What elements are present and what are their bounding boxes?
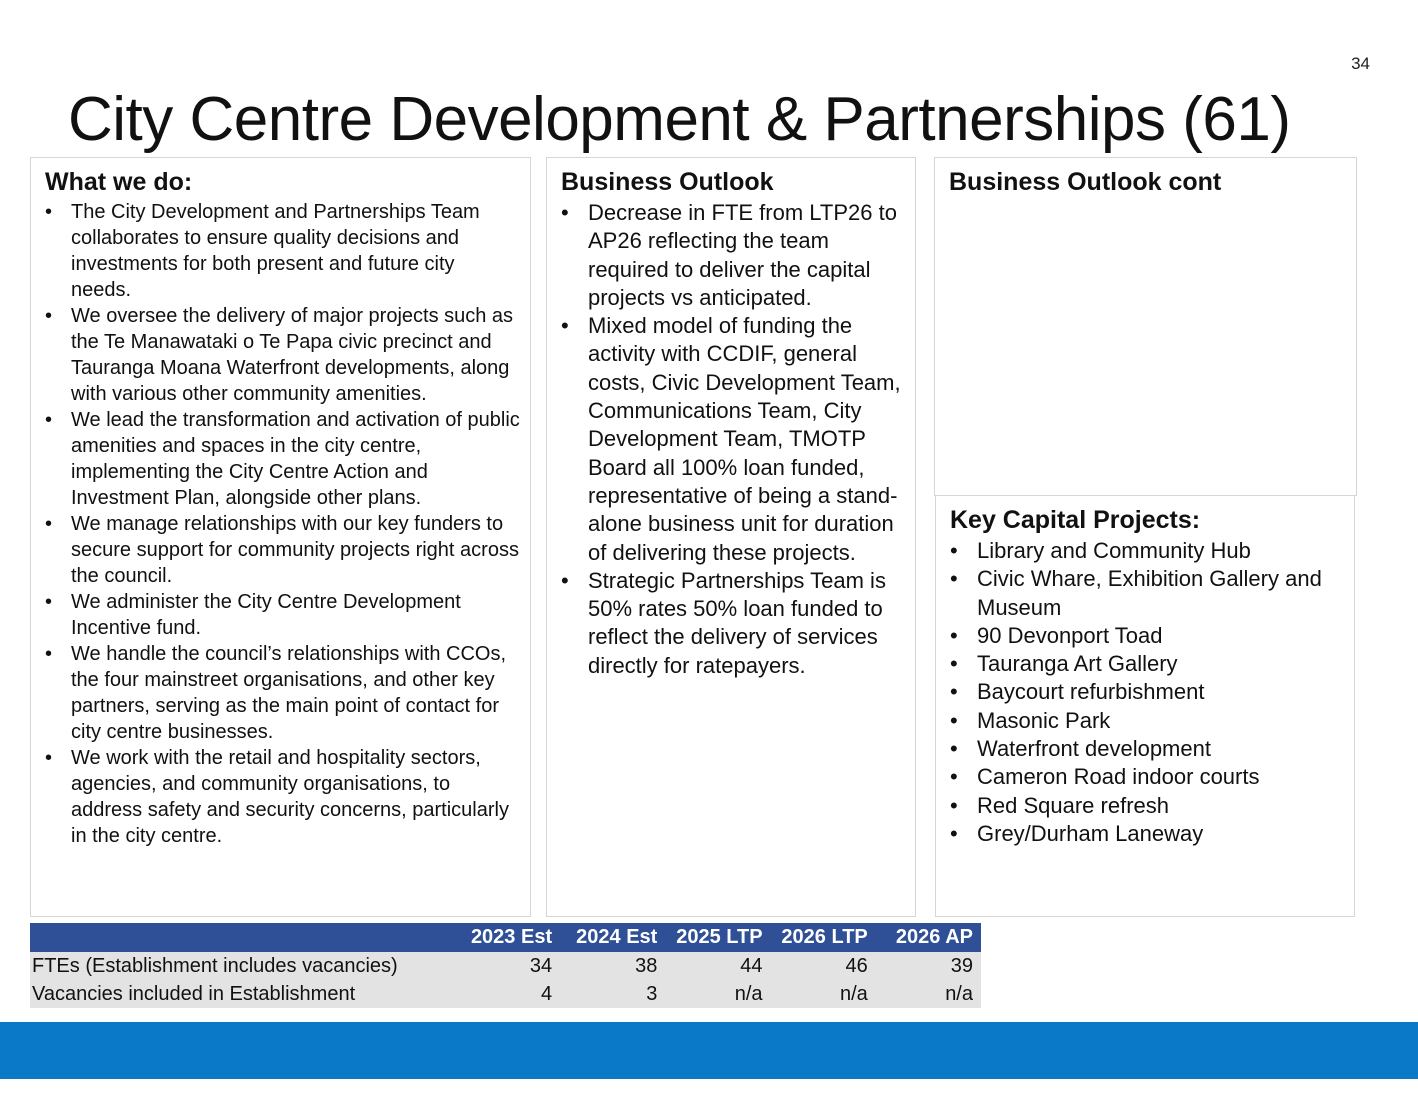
key-capital-projects-list xyxy=(950,537,1342,848)
bullet-icon: • xyxy=(45,591,53,613)
list-item: • We administer the City Centre Development Incentive fund. xyxy=(45,591,461,639)
list-item: • Baycourt refurbishment xyxy=(950,678,1342,706)
key-capital-projects-panel xyxy=(935,496,1355,917)
page-title: City Centre Development & Partnerships (61) xyxy=(68,85,1291,154)
key-capital-projects-heading: Key Capital Projects: xyxy=(950,506,1201,534)
list-item: • Red Square refresh xyxy=(950,792,1342,820)
what-we-do-panel xyxy=(30,157,531,917)
list-item: • Waterfront development xyxy=(950,735,1342,763)
bullet-icon: • xyxy=(950,764,958,790)
business-outlook-cont-panel xyxy=(934,157,1357,496)
table-cell: n/a xyxy=(665,980,770,1008)
bullet-icon: • xyxy=(45,513,53,535)
business-outlook-heading: Business Outlook xyxy=(561,168,774,196)
bullet-icon: • xyxy=(45,201,53,223)
list-item: • Masonic Park xyxy=(950,707,1342,735)
business-outlook-cont-heading: Business Outlook cont xyxy=(949,168,1222,196)
column-header: 2024 Est xyxy=(560,923,665,952)
table-cell: n/a xyxy=(771,980,876,1008)
business-outlook-list xyxy=(561,199,905,680)
bullet-icon: • xyxy=(45,305,53,327)
bullet-icon: • xyxy=(950,566,958,592)
table-cell: 38 xyxy=(560,952,665,980)
list-item: • Strategic Partnerships Team is 50% rates 50% loan funded to reflect the delivery of services directly for ratepayers. xyxy=(561,567,886,678)
table-cell: 44 xyxy=(665,952,770,980)
list-item: • Mixed model of funding the activity with CCDIF, general costs, Civic Development Team, Communications Team, City Development Team, TMOTP Board all 100% loan funded, representative of being a stand-alone business unit for duration of delivering these projects. xyxy=(561,313,901,565)
list-item: • The City Development and Partnerships Team collaborates to ensure quality decisions and investments for both present and future city needs. xyxy=(45,201,480,301)
table-cell: 46 xyxy=(771,952,876,980)
list-item: • Library and Community Hub xyxy=(950,537,1342,565)
table-cell: 34 xyxy=(455,952,560,980)
column-header: 2026 LTP xyxy=(771,923,876,952)
row-label: Vacancies included in Establishment xyxy=(30,980,455,1008)
table-row xyxy=(30,952,981,980)
table-cell: 4 xyxy=(455,980,560,1008)
list-item: • Tauranga Art Gallery xyxy=(950,650,1342,678)
list-item: • We work with the retail and hospitality sectors, agencies, and community organisations, to address safety and security concerns, particularly in the city centre. xyxy=(45,747,509,847)
page-number: 34 xyxy=(1351,54,1370,73)
list-item: • We handle the council’s relationships with CCOs, the four mainstreet organisations, and other key partners, serving as the main point of contact for city centre businesses. xyxy=(45,643,507,743)
bullet-icon: • xyxy=(45,747,53,769)
bullet-icon: • xyxy=(950,707,958,733)
row-label: FTEs (Establishment includes vacancies) xyxy=(30,952,455,980)
business-outlook-panel xyxy=(546,157,916,917)
bullet-icon: • xyxy=(950,792,958,818)
column-header: 2023 Est xyxy=(455,923,560,952)
column-header: 2025 LTP xyxy=(665,923,770,952)
bullet-icon: • xyxy=(950,622,958,648)
bullet-icon: • xyxy=(561,313,569,339)
bullet-icon: • xyxy=(950,538,958,563)
column-header xyxy=(30,923,455,952)
list-item: • Decrease in FTE from LTP26 to AP26 reflecting the team required to deliver the capital projects vs anticipated. xyxy=(561,200,897,310)
list-item: • 90 Devonport Toad xyxy=(950,622,1342,650)
table-cell: 3 xyxy=(560,980,665,1008)
bullet-icon: • xyxy=(950,651,958,677)
bullet-icon: • xyxy=(950,820,958,846)
fte-table xyxy=(30,923,981,1008)
bullet-icon: • xyxy=(950,736,958,762)
table-cell: 39 xyxy=(876,952,981,980)
bullet-icon: • xyxy=(45,409,53,431)
list-item: • We manage relationships with our key funders to secure support for community projects right across the council. xyxy=(45,513,519,587)
list-item: • Civic Whare, Exhibition Gallery and Museum xyxy=(950,566,1322,620)
column-header: 2026 AP xyxy=(876,923,981,952)
what-we-do-list xyxy=(45,199,520,849)
table-row xyxy=(30,980,981,1008)
bullet-icon: • xyxy=(561,200,569,225)
what-we-do-heading: What we do: xyxy=(45,168,193,196)
list-item: • We oversee the delivery of major projects such as the Te Manawataki o Te Papa civic precinct and Tauranga Moana Waterfront developments, along with various other community amenities. xyxy=(45,305,514,405)
list-item: • Grey/Durham Laneway xyxy=(950,820,1342,848)
table-header-row xyxy=(30,923,981,952)
list-item: • We lead the transformation and activation of public amenities and spaces in the city centre, implementing the City Centre Action and Investment Plan, alongside other plans. xyxy=(45,409,520,509)
table-cell: n/a xyxy=(876,980,981,1008)
bullet-icon: • xyxy=(561,567,569,593)
bullet-icon: • xyxy=(950,679,958,705)
footer-bar xyxy=(0,1022,1418,1079)
list-item: • Cameron Road indoor courts xyxy=(950,763,1342,791)
bullet-icon: • xyxy=(45,643,53,665)
